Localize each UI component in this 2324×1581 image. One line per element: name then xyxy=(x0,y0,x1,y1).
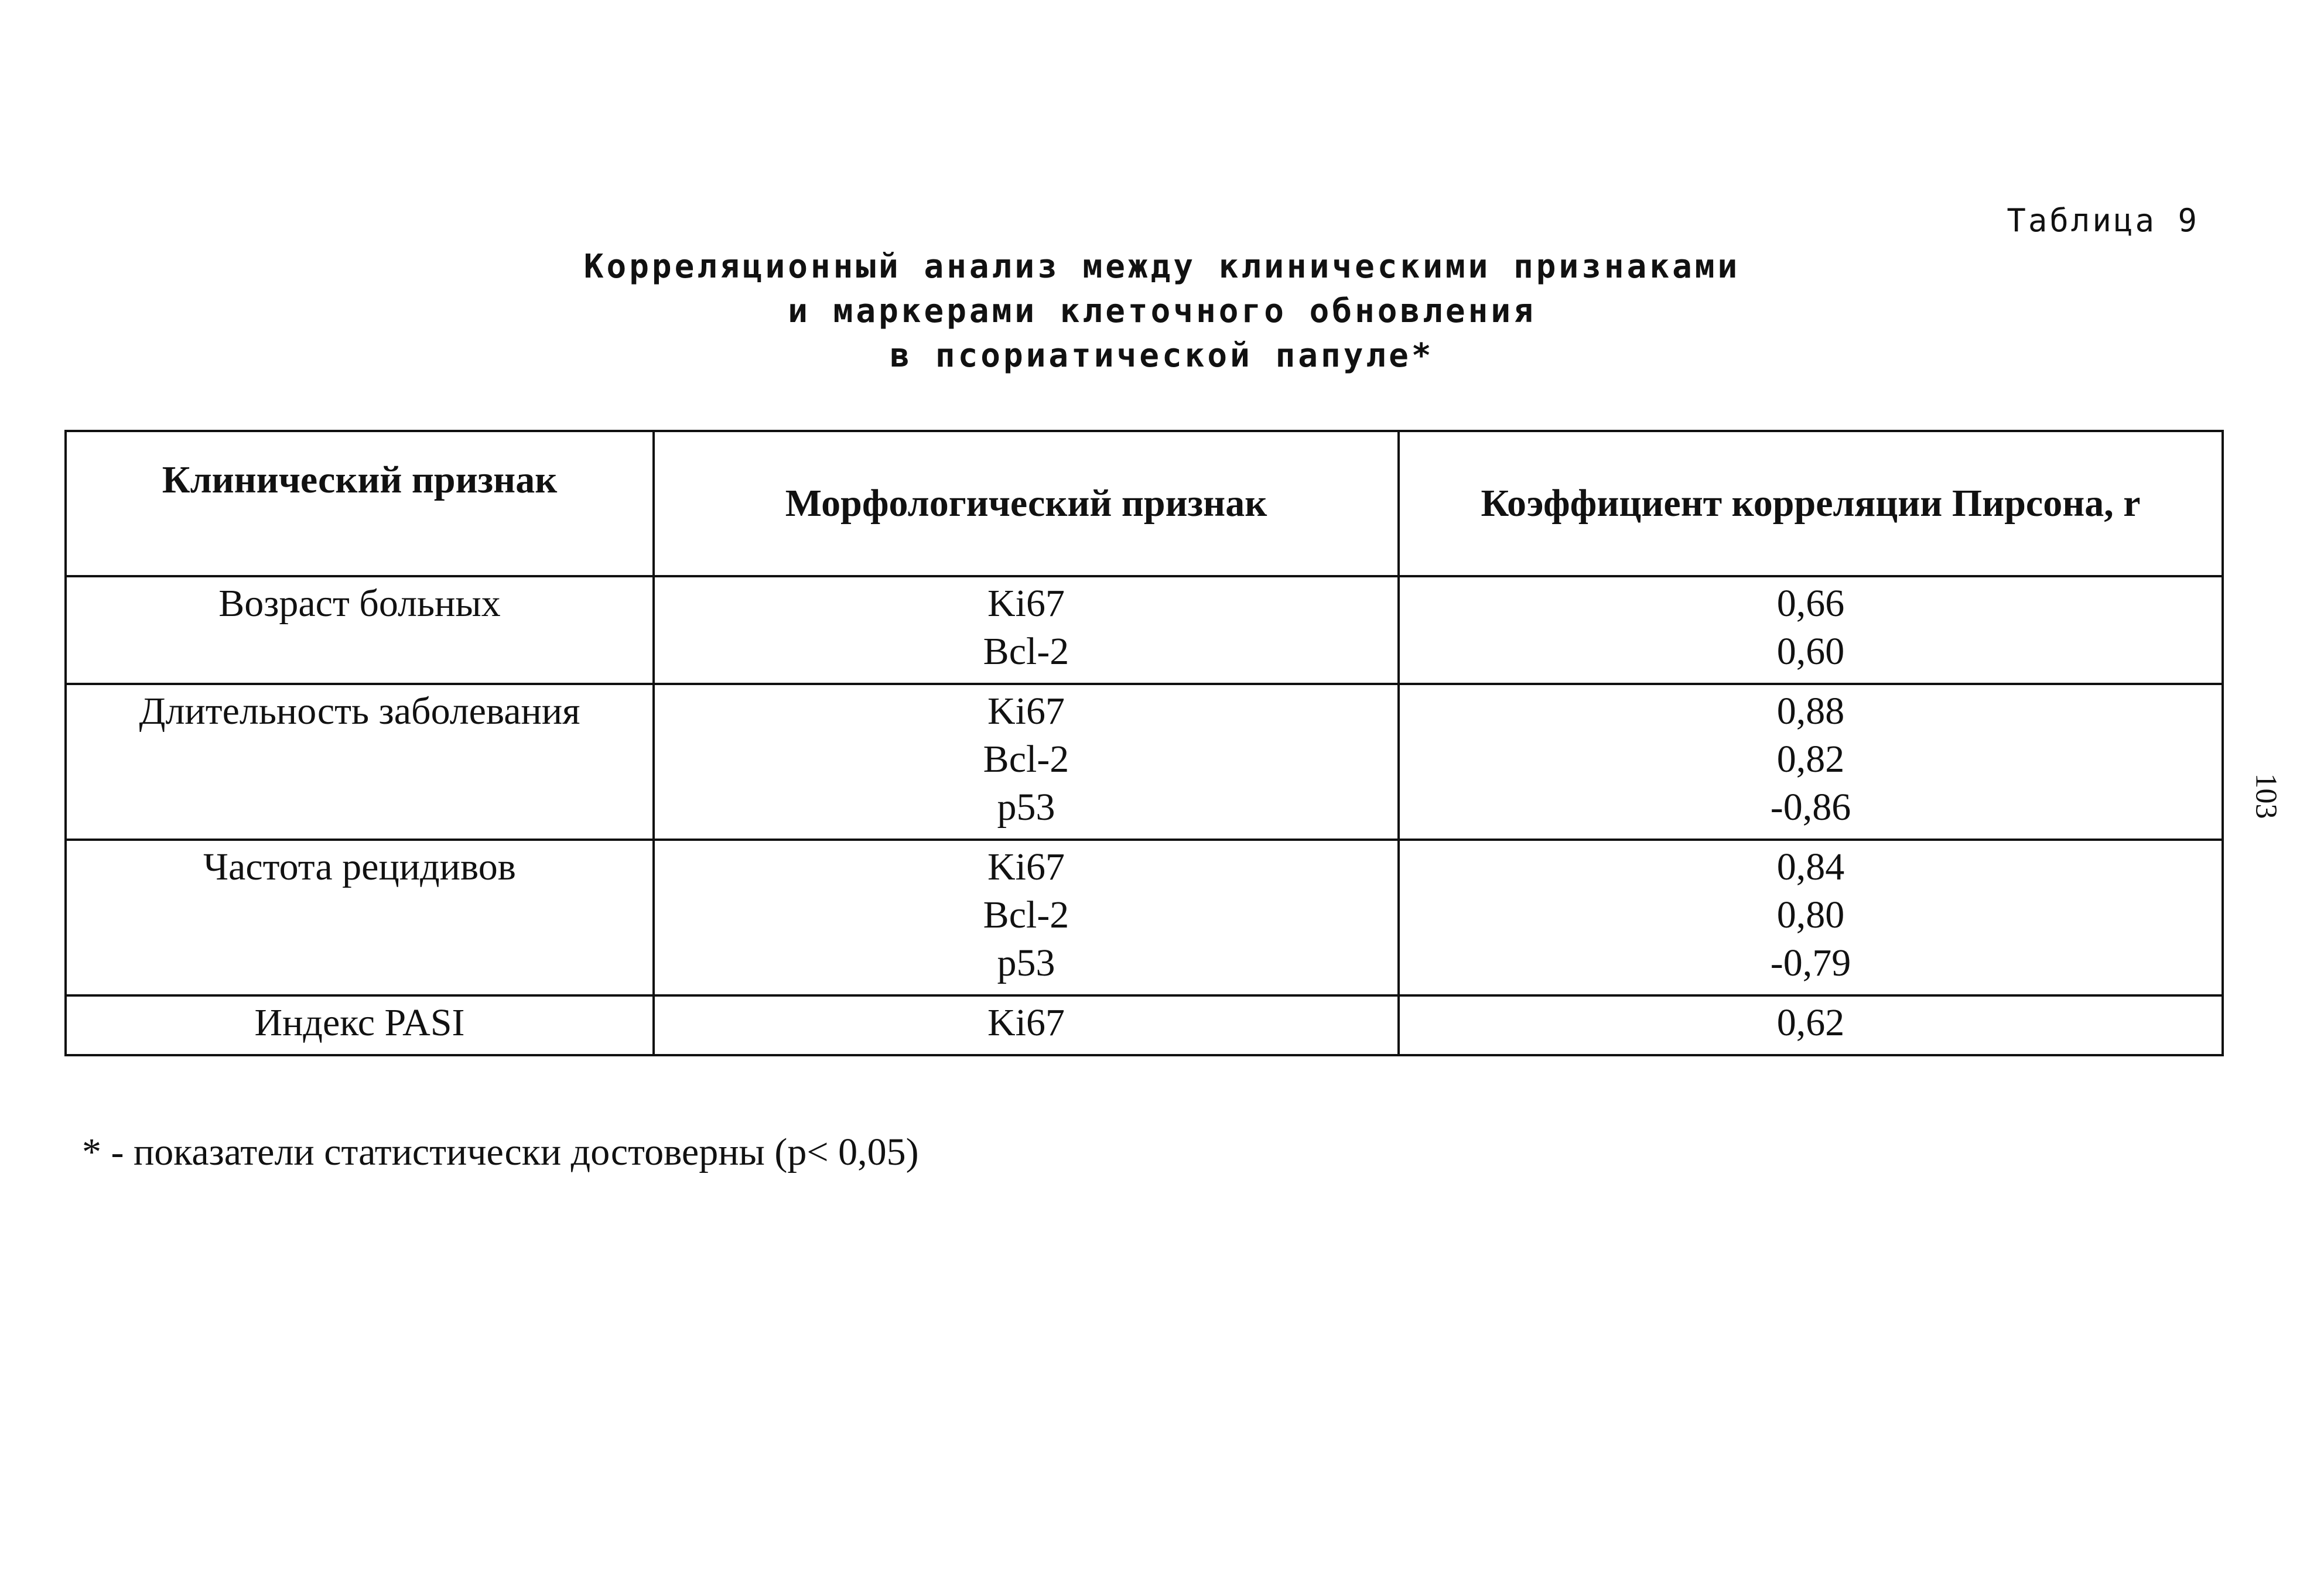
coefficient-value: -0,79 xyxy=(1770,942,1851,984)
correlation-table xyxy=(64,430,2224,1056)
caption-line: Корреляционный анализ между клиническими признаками xyxy=(583,248,1741,286)
marker-cell xyxy=(654,684,1399,840)
marker-name: p53 xyxy=(997,942,1055,984)
caption-line: в псориатической папуле* xyxy=(890,337,1434,375)
coefficient-cell xyxy=(1399,684,2223,840)
clinical-sign-cell: Возраст больных xyxy=(66,576,654,684)
coefficient-cell xyxy=(1399,840,2223,995)
coefficient-value: -0,86 xyxy=(1770,786,1851,829)
marker-name: p53 xyxy=(997,786,1055,829)
marker-name: Bcl-2 xyxy=(983,738,1069,781)
table-row xyxy=(66,995,2223,1055)
table-label: Таблица 9 xyxy=(2007,202,2199,239)
coefficient-cell xyxy=(1399,576,2223,684)
clinical-sign-cell: Индекс PASI xyxy=(66,995,654,1055)
marker-cell xyxy=(654,995,1399,1055)
coefficient-value: 0,82 xyxy=(1776,738,1845,781)
marker-cell xyxy=(654,840,1399,995)
header-pearson-coefficient: Коэффициент корреляции Пирсона, r xyxy=(1399,431,2223,576)
footnote: * - показатели статистически достоверны (p< 0,05) xyxy=(82,1131,919,1173)
header-morphological-sign: Морфологический признак xyxy=(654,431,1399,576)
table-row xyxy=(66,840,2223,995)
clinical-sign-cell: Частота рецидивов xyxy=(66,840,654,995)
marker-name: Ki67 xyxy=(987,582,1065,625)
coefficient-value: 0,88 xyxy=(1776,690,1845,733)
marker-name: Ki67 xyxy=(987,846,1065,888)
marker-name: Ki67 xyxy=(987,690,1065,733)
marker-name: Ki67 xyxy=(987,1001,1065,1044)
marker-name: Bcl-2 xyxy=(983,894,1069,936)
table-row xyxy=(66,576,2223,684)
coefficient-value: 0,80 xyxy=(1776,894,1845,936)
marker-name: Bcl-2 xyxy=(983,630,1069,673)
coefficient-value: 0,60 xyxy=(1776,630,1845,673)
coefficient-value: 0,66 xyxy=(1776,582,1845,625)
page-number: 103 xyxy=(2249,773,2283,819)
coefficient-value: 0,84 xyxy=(1776,846,1845,888)
header-row xyxy=(66,431,2223,576)
coefficient-value: 0,62 xyxy=(1776,1001,1845,1044)
header-clinical-sign: Клинический признак xyxy=(66,431,654,576)
marker-cell xyxy=(654,576,1399,684)
table-caption xyxy=(0,245,2324,378)
coefficient-cell xyxy=(1399,995,2223,1055)
table-row xyxy=(66,684,2223,840)
caption-line: и маркерами клеточного обновления xyxy=(788,292,1536,330)
clinical-sign-cell: Длительность заболевания xyxy=(66,684,654,840)
